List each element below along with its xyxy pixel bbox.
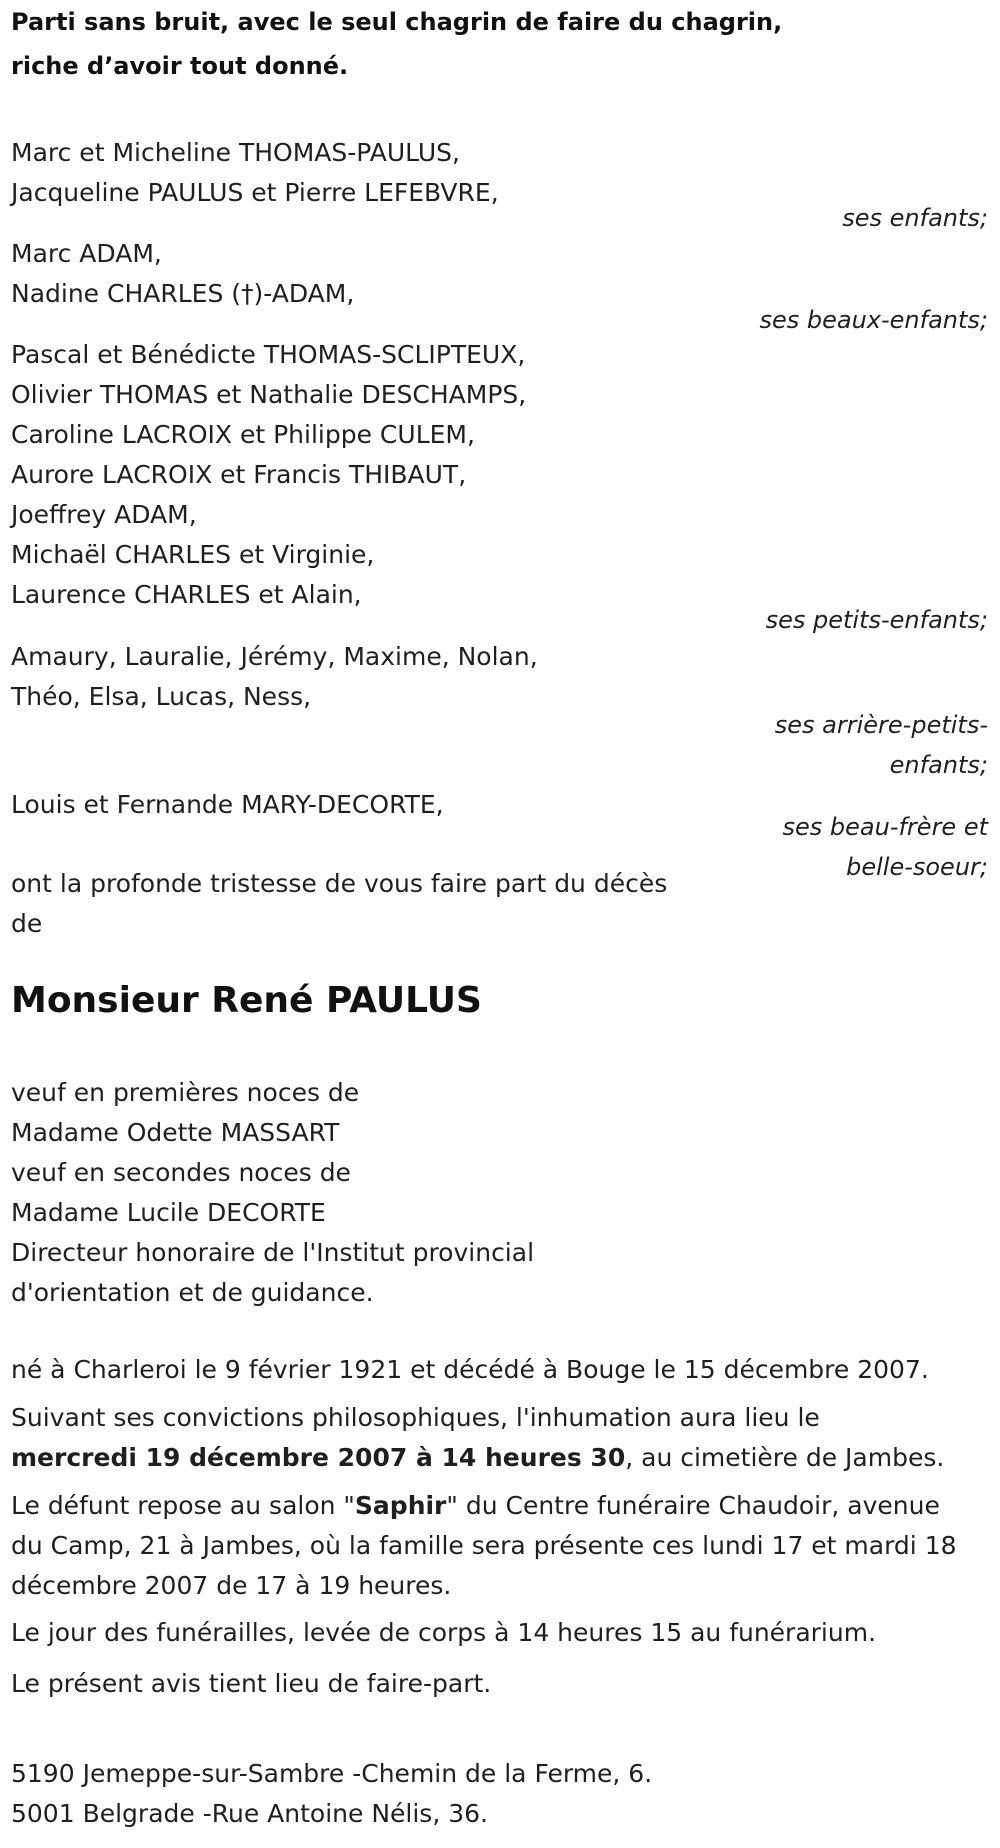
role-line: belle-soeur; bbox=[846, 853, 988, 881]
deceased-name: Monsieur René PAULUS bbox=[11, 980, 482, 1021]
family-name-line: Marc ADAM, bbox=[11, 239, 162, 268]
family-group-children bbox=[11, 133, 499, 213]
family-group-grandchildren bbox=[11, 335, 526, 615]
inhumation-line-1: Suivant ses convictions philosophiques, l'inhumation aura lieu le bbox=[11, 1403, 820, 1432]
detail-line: Madame Lucile DECORTE bbox=[11, 1198, 326, 1227]
family-name-line: Michaël CHARLES et Virginie, bbox=[11, 540, 375, 569]
role-line: ses beau-frère et bbox=[782, 813, 988, 841]
family-name-line: Jacqueline PAULUS et Pierre LEFEBVRE, bbox=[11, 178, 499, 207]
family-group-siblings-in-law bbox=[11, 785, 444, 825]
salon-line-2: du Camp, 21 à Jambes, où la famille sera présente ces lundi 17 et mardi 18 bbox=[11, 1531, 957, 1560]
inhumation-place: , au cimetière de Jambes. bbox=[625, 1443, 945, 1472]
salon-line-3: décembre 2007 de 17 à 19 heures. bbox=[11, 1571, 452, 1600]
family-name-line: Théo, Elsa, Lucas, Ness, bbox=[11, 682, 312, 711]
salon-paragraph bbox=[11, 1486, 957, 1606]
family-group-children-in-law bbox=[11, 234, 354, 314]
family-group-great-grandchildren bbox=[11, 637, 538, 717]
announcement-line: de bbox=[11, 909, 43, 938]
salon-post: " du Centre funéraire Chaudoir, avenue bbox=[446, 1491, 940, 1520]
detail-line: Madame Odette MASSART bbox=[11, 1118, 340, 1147]
role-line: ses arrière-petits- bbox=[774, 711, 988, 739]
detail-line: veuf en secondes noces de bbox=[11, 1158, 351, 1187]
family-name-line: Pascal et Bénédicte THOMAS-SCLIPTEUX, bbox=[11, 340, 526, 369]
notice-line: Le présent avis tient lieu de faire-part. bbox=[11, 1669, 492, 1698]
detail-line: veuf en premières noces de bbox=[11, 1078, 360, 1107]
deceased-details bbox=[11, 1073, 534, 1313]
family-name-line: Marc et Micheline THOMAS-PAULUS, bbox=[11, 138, 460, 167]
address-line: 5190 Jemeppe-sur-Sambre -Chemin de la Ferme, 6. bbox=[11, 1759, 653, 1788]
family-name-line: Nadine CHARLES (†)-ADAM, bbox=[11, 279, 355, 308]
announcement bbox=[11, 864, 667, 944]
family-name-line: Caroline LACROIX et Philippe CULEM, bbox=[11, 420, 475, 449]
birth-death-line: né à Charleroi le 9 février 1921 et décédé à Bouge le 15 décembre 2007. bbox=[11, 1355, 929, 1384]
quote-line-2: riche d’avoir tout donné. bbox=[11, 52, 349, 80]
quote-line-1: Parti sans bruit, avec le seul chagrin de faire du chagrin, bbox=[11, 8, 783, 36]
role-children bbox=[842, 198, 988, 238]
family-name-line: Laurence CHARLES et Alain, bbox=[11, 580, 362, 609]
inhumation-line-2 bbox=[11, 1438, 944, 1478]
levee-line: Le jour des funérailles, levée de corps à 14 heures 15 au funérarium. bbox=[11, 1618, 877, 1647]
detail-line: d'orientation et de guidance. bbox=[11, 1278, 374, 1307]
role-line: ses enfants; bbox=[842, 204, 988, 232]
role-line: enfants; bbox=[889, 751, 988, 779]
role-line: ses beaux-enfants; bbox=[759, 306, 988, 334]
family-name-line: Louis et Fernande MARY-DECORTE, bbox=[11, 790, 444, 819]
address-line: 5001 Belgrade -Rue Antoine Nélis, 36. bbox=[11, 1799, 488, 1828]
role-children-in-law bbox=[759, 300, 988, 340]
role-grandchildren bbox=[766, 600, 988, 640]
role-line: ses petits-enfants; bbox=[765, 606, 988, 634]
family-name-line: Olivier THOMAS et Nathalie DESCHAMPS, bbox=[11, 380, 527, 409]
family-name-line: Amaury, Lauralie, Jérémy, Maxime, Nolan, bbox=[11, 642, 538, 671]
salon-line-1 bbox=[11, 1486, 957, 1526]
salon-name: Saphir bbox=[354, 1491, 447, 1520]
addresses bbox=[11, 1754, 652, 1834]
family-name-line: Aurore LACROIX et Francis THIBAUT, bbox=[11, 460, 467, 489]
salon-pre: Le défunt repose au salon " bbox=[11, 1491, 355, 1520]
inhumation-paragraph bbox=[11, 1398, 944, 1478]
family-name-line: Joeffrey ADAM, bbox=[11, 500, 197, 529]
detail-line: Directeur honoraire de l'Institut provincial bbox=[11, 1238, 535, 1267]
role-great-grandchildren bbox=[775, 705, 988, 785]
role-siblings-in-law bbox=[783, 807, 989, 887]
inhumation-date: mercredi 19 décembre 2007 à 14 heures 30 bbox=[11, 1443, 626, 1472]
announcement-line: ont la profonde tristesse de vous faire part du décès bbox=[11, 869, 668, 898]
